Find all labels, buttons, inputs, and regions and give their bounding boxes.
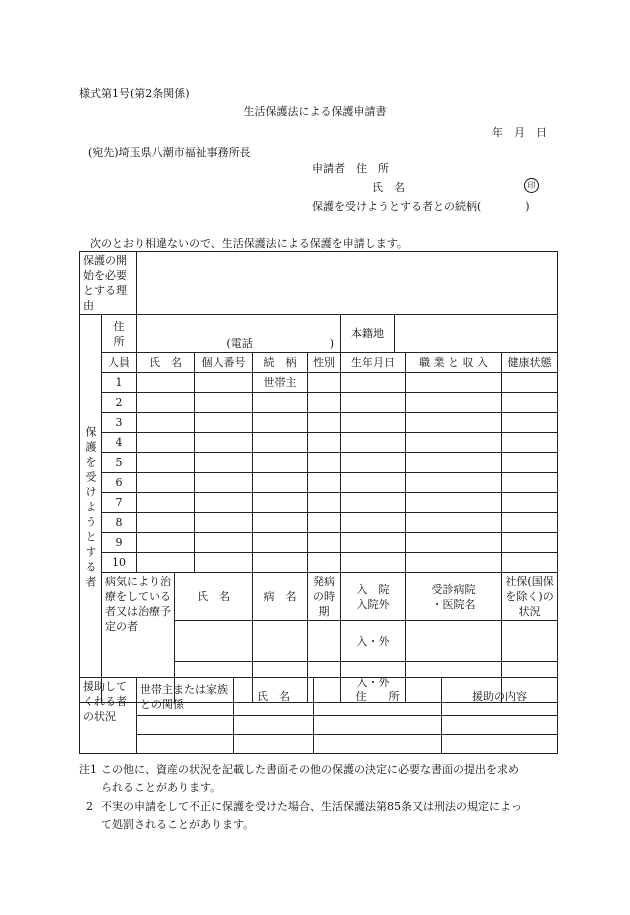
member-cell[interactable]: [341, 433, 406, 453]
member-cell[interactable]: [502, 373, 558, 393]
member-number: 8: [102, 513, 137, 533]
note-2-text-2: て処罰されることがあります。: [101, 818, 255, 831]
address-label: 住 所: [102, 315, 137, 353]
member-cell[interactable]: [308, 373, 341, 393]
member-cell[interactable]: [137, 393, 195, 413]
member-number: 4: [102, 433, 137, 453]
header-cell: 氏 名: [137, 353, 195, 373]
member-cell[interactable]: [341, 473, 406, 493]
member-cell[interactable]: [502, 433, 558, 453]
member-cell[interactable]: [502, 453, 558, 473]
sick-cell[interactable]: [175, 621, 253, 662]
member-cell[interactable]: [341, 533, 406, 553]
member-cell[interactable]: [253, 513, 308, 533]
note-1-line-1: [79, 761, 519, 777]
member-cell[interactable]: [341, 373, 406, 393]
member-cell[interactable]: [195, 553, 253, 573]
member-cell[interactable]: [195, 393, 253, 413]
member-number: 5: [102, 453, 137, 473]
member-cell[interactable]: [406, 373, 502, 393]
sick-header-admission: [341, 573, 406, 621]
helper-label: 援助してくれる者の状況: [80, 678, 137, 754]
helper-cell[interactable]: [442, 735, 558, 754]
member-cell[interactable]: [253, 393, 308, 413]
member-cell[interactable]: [308, 413, 341, 433]
member-cell[interactable]: [406, 553, 502, 573]
head-of-household: 世帯主: [253, 373, 308, 393]
admission-line-2: 入院外: [356, 597, 390, 611]
helper-header-address: 住 所: [314, 678, 442, 716]
sick-cell[interactable]: [502, 621, 558, 662]
helper-cell[interactable]: [137, 735, 234, 754]
helper-header-content: 援助の内容: [442, 678, 558, 716]
member-cell[interactable]: [253, 473, 308, 493]
header-cell: 人員: [102, 353, 137, 373]
member-cell[interactable]: [502, 553, 558, 573]
in-out-choice[interactable]: 入・外: [341, 662, 406, 703]
note-1-number: 注1: [79, 763, 97, 776]
member-cell[interactable]: [308, 453, 341, 473]
domicile-field[interactable]: [395, 315, 558, 353]
member-number: 3: [102, 413, 137, 433]
member-cell[interactable]: [308, 393, 341, 413]
header-cell: 健康状態: [502, 353, 558, 373]
member-number: 10: [102, 553, 137, 573]
member-cell[interactable]: [195, 413, 253, 433]
addressee: (宛先)埼玉県八潮市福祉事務所長: [88, 146, 251, 159]
member-cell[interactable]: [406, 453, 502, 473]
domicile-label: 本籍地: [341, 315, 395, 353]
member-cell[interactable]: [308, 553, 341, 573]
sick-label: 病気により治療をしている者又は治療予定の者: [102, 573, 175, 703]
member-cell[interactable]: [137, 533, 195, 553]
member-cell[interactable]: [195, 533, 253, 553]
reason-label: 保護の開始を必要とする理由: [80, 252, 137, 315]
member-cell[interactable]: [195, 493, 253, 513]
reason-field[interactable]: [137, 252, 558, 315]
member-cell[interactable]: [137, 493, 195, 513]
helper-header-name: 氏 名: [234, 678, 314, 716]
member-cell[interactable]: [502, 393, 558, 413]
member-cell[interactable]: [502, 493, 558, 513]
member-cell[interactable]: [195, 513, 253, 533]
sick-header-insurance: 社保(国保を除く)の状況: [502, 573, 558, 621]
member-cell[interactable]: [195, 473, 253, 493]
relation-label: 保護を受けようとする者との続柄( ): [312, 200, 530, 213]
note-2-text-1: 不実の申請をして不正に保護を受けた場合、生活保護法第85条又は刑法の規定によっ: [101, 800, 522, 813]
member-cell[interactable]: [406, 513, 502, 533]
header-cell: 性別: [308, 353, 341, 373]
form-label: 様式第1号(第2条関係): [79, 87, 190, 100]
helper-cell[interactable]: [234, 735, 314, 754]
member-cell[interactable]: [341, 553, 406, 573]
member-cell[interactable]: [253, 493, 308, 513]
member-cell[interactable]: [308, 473, 341, 493]
helper-table: [79, 677, 558, 754]
application-form-table: [79, 251, 558, 703]
sick-cell[interactable]: [406, 621, 502, 662]
member-cell[interactable]: [308, 433, 341, 453]
member-cell[interactable]: [502, 473, 558, 493]
member-cell[interactable]: [195, 453, 253, 473]
intro-text: 次のとおり相違ないので、生活保護法による保護を申請します。: [90, 237, 408, 250]
side-label: 保護を受けようとする者: [80, 315, 102, 703]
member-cell[interactable]: [253, 453, 308, 473]
member-cell[interactable]: [308, 513, 341, 533]
member-number: 7: [102, 493, 137, 513]
sick-cell[interactable]: [253, 621, 308, 662]
member-cell[interactable]: [137, 413, 195, 433]
member-cell[interactable]: [308, 533, 341, 553]
phone-label: (電話 ): [226, 337, 334, 350]
member-cell[interactable]: [137, 433, 195, 453]
sick-header-hospital: [406, 573, 502, 621]
sick-cell[interactable]: [308, 621, 341, 662]
sick-header-onset: 発病の時期: [308, 573, 341, 621]
member-cell[interactable]: [137, 473, 195, 493]
member-cell[interactable]: [406, 493, 502, 513]
member-cell[interactable]: [341, 413, 406, 433]
header-cell: 続 柄: [253, 353, 308, 373]
date-line: 年 月 日: [492, 126, 547, 139]
member-cell[interactable]: [406, 433, 502, 453]
member-cell[interactable]: [253, 413, 308, 433]
member-number: 9: [102, 533, 137, 553]
member-cell[interactable]: [406, 393, 502, 413]
member-cell[interactable]: [341, 493, 406, 513]
note-2-number: 2: [86, 800, 93, 813]
member-cell[interactable]: [341, 393, 406, 413]
header-cell: 個人番号: [195, 353, 253, 373]
member-cell[interactable]: [253, 533, 308, 553]
document-title: 生活保護法による保護申請書: [243, 105, 387, 118]
helper-header-relation: 世帯主または家族との関係: [137, 678, 234, 716]
note-1-text-2: られることがあります。: [101, 781, 222, 794]
member-cell[interactable]: [195, 373, 253, 393]
member-cell[interactable]: [137, 553, 195, 573]
member-cell[interactable]: [406, 533, 502, 553]
member-number: 2: [102, 393, 137, 413]
member-cell[interactable]: [406, 473, 502, 493]
applicant-address-label: 申請者 住 所: [312, 162, 389, 175]
member-number: 1: [102, 373, 137, 393]
header-cell: 職 業 と 収 入: [406, 353, 502, 373]
helper-cell[interactable]: [314, 735, 442, 754]
helper-cell[interactable]: [234, 716, 314, 735]
hospital-line-2: ・医院名: [431, 597, 476, 611]
seal-mark: 印: [524, 178, 539, 193]
address-field[interactable]: [137, 315, 341, 353]
helper-cell[interactable]: [137, 716, 234, 735]
member-cell[interactable]: [137, 513, 195, 533]
member-cell[interactable]: [308, 493, 341, 513]
sick-header-disease: 病 名: [253, 573, 308, 621]
member-number: 6: [102, 473, 137, 493]
member-cell[interactable]: [253, 553, 308, 573]
member-header-row: [80, 353, 558, 373]
member-cell[interactable]: [253, 433, 308, 453]
member-cell[interactable]: [137, 453, 195, 473]
note-1-text-1: この他に、資産の状況を記載した書面その他の保護の決定に必要な書面の提出を求め: [101, 763, 519, 776]
member-cell[interactable]: [502, 513, 558, 533]
applicant-name-label: 氏 名: [372, 181, 405, 194]
member-cell[interactable]: [406, 413, 502, 433]
member-cell[interactable]: [341, 513, 406, 533]
header-cell: 生年月日: [341, 353, 406, 373]
helper-cell[interactable]: [314, 716, 442, 735]
member-cell[interactable]: [195, 433, 253, 453]
in-out-choice[interactable]: 入・外: [341, 621, 406, 662]
note-2-line-1: [79, 798, 522, 814]
admission-line-1: 入 院: [356, 582, 390, 596]
member-cell[interactable]: [502, 533, 558, 553]
hospital-line-1: 受診病院: [431, 582, 476, 596]
member-cell[interactable]: [502, 413, 558, 433]
member-cell[interactable]: [341, 453, 406, 473]
helper-cell[interactable]: [442, 716, 558, 735]
sick-header-name: 氏 名: [175, 573, 253, 621]
member-cell[interactable]: [137, 373, 195, 393]
